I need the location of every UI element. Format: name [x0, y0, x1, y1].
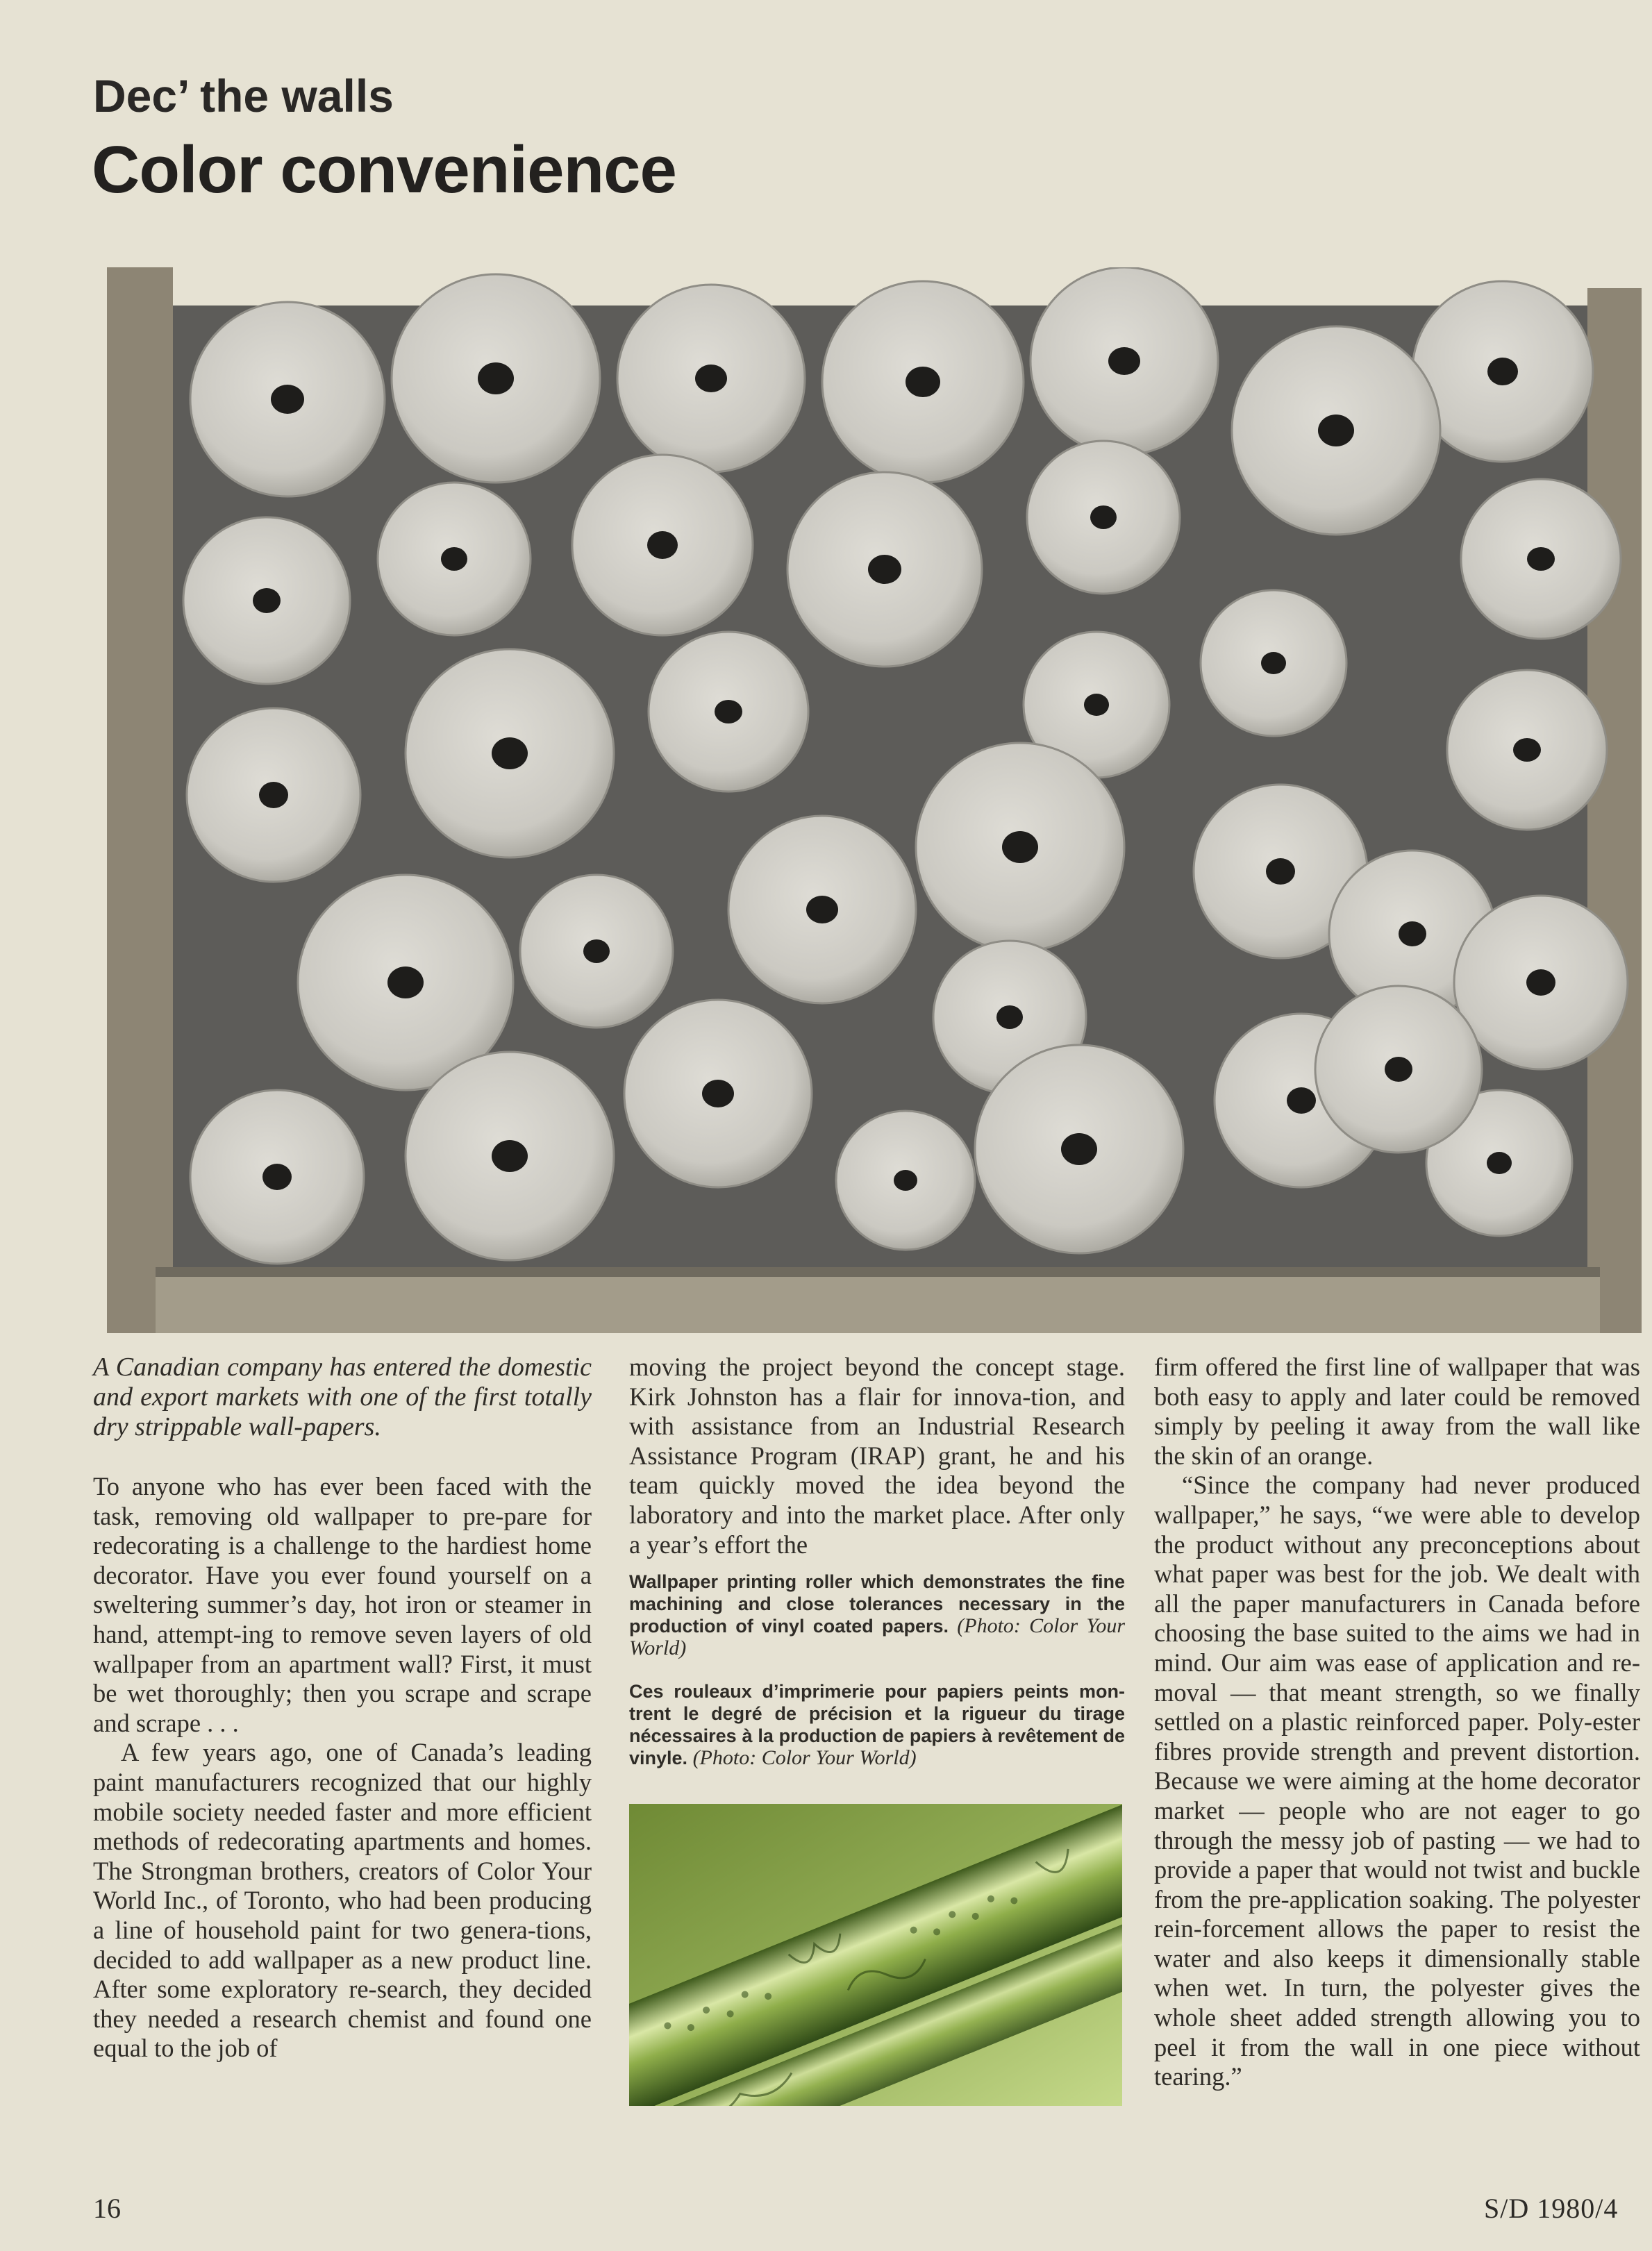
caption-text: Wallpaper printing roller which demonstrates the fine machining and close tolerances necessary in the production of vinyl coated papers. [629, 1571, 1125, 1637]
section-kicker: Dec’ the walls [93, 70, 394, 122]
roll-core-hole [1527, 547, 1555, 571]
body-paragraph: firm offered the first line of wallpaper that was both easy to apply and later could be removed simply by peeling it away from the wall like the skin of an orange. [1154, 1353, 1640, 1470]
issue-label: S/D 1980/4 [1484, 2193, 1619, 2224]
roll-core-hole [1526, 969, 1555, 996]
roll-core-hole [715, 700, 742, 723]
article-column-3 [1154, 1353, 1640, 2092]
roll-core-hole [868, 555, 901, 584]
photo-credit: (Photo: Color Your World) [692, 1746, 917, 1770]
roll-core-hole [1287, 1087, 1316, 1114]
roll-core-hole [806, 896, 838, 923]
article-column-2 [629, 1353, 1125, 1769]
roll-core-hole [262, 1164, 292, 1190]
roll-core-hole [647, 531, 678, 559]
roll-core-hole [1261, 652, 1286, 674]
roll-core-hole [1487, 1152, 1512, 1174]
roll-core-hole [387, 966, 424, 998]
roll-core-hole [1385, 1057, 1412, 1082]
roll-core-hole [1266, 858, 1295, 885]
lede-paragraph: A Canadian company has entered the domestic and export markets with one of the first totally dry strippable wall-papers. [93, 1353, 592, 1441]
roll-core-hole [583, 939, 610, 963]
page-number: 16 [93, 2193, 121, 2224]
roll-core-hole [441, 547, 467, 571]
body-paragraph: A few years ago, one of Canada’s leading paint manufacturers recognized that our highly mobile society needed faster and more efficient methods of redecorating apartments and homes. The Strongman brothers, creators of Color Your World Inc., of Toronto, who had been producing a line of household paint for two genera-tions, decided to add wallpaper as a new product line. After some exploratory re-search, they decided they needed a research chemist and found one equal to the job of [93, 1738, 592, 2063]
roll-core-hole [1318, 415, 1354, 446]
roll-core-hole [259, 782, 288, 808]
body-paragraph: To anyone who has ever been faced with the task, removing old wallpaper to pre-pare for redecorating is a challenge to the hardiest home decorator. Have you ever found yourself on a sweltering summer’s day, hot iron or steamer in hand, attempt-ing to remove seven layers of old wallpaper from an apartment wall? First, it must be wet thoroughly; then you scrape and scrape and scrape . . . [93, 1472, 592, 1737]
photo-caption-french [629, 1680, 1125, 1769]
roll-core-hole [906, 367, 940, 397]
wallpaper-rolls-photo [107, 267, 1642, 1333]
photo-caption-english [629, 1571, 1125, 1659]
body-paragraph: moving the project beyond the concept stage. Kirk Johnston has a flair for innova-tion, and with assistance from an Industrial Research Assistance Program (IRAP) grant, he and his team quickly moved the idea beyond the laboratory and into the market place. After only a year’s effort the [629, 1353, 1125, 1559]
roll-core-hole [1061, 1133, 1097, 1165]
article-title: Color convenience [92, 133, 676, 207]
body-paragraph: “Since the company had never produced wallpaper,” he says, “we were able to develop the product without any preconceptions about what paper was best for the job. We dealt with all the paper manufacturers in Canada before choosing the base suited to the aims we had in mind. Our aim was ease of application and re-moval — that meant strength, so we finally settled on a plastic reinforced paper. Poly-ester fibres provide strength and prevent distortion. Because we were aiming at the home decorator market — people who are not eager to go through the messy job of pasting — we had to provide a paper that would not twist and buckle from the pre-application soaking. The polyester rein-forcement allows the paper to resist the water and also keeps it dimensionally stable when wet. In turn, the polyester gives the whole sheet added strength allowing you to peel it from the wall in one piece without tearing.” [1154, 1471, 1640, 2091]
roll-core-hole [1090, 505, 1117, 529]
roll-core-hole [271, 385, 304, 414]
roll-core-hole [702, 1080, 734, 1107]
roll-core-hole [1108, 347, 1140, 375]
roll-core-hole [894, 1170, 917, 1191]
article-column-1 [93, 1353, 592, 2064]
roll-core-hole [478, 362, 514, 394]
roll-core-hole [996, 1005, 1023, 1029]
photo-credit: (Photo: Color Your World) [629, 1614, 1126, 1660]
roll-core-hole [1002, 831, 1038, 863]
roll-core-hole [695, 365, 727, 392]
roll-core-hole [1084, 694, 1109, 716]
printing-roller-photo [629, 1804, 1122, 2106]
roll-core-hole [492, 737, 528, 769]
roll-core-hole [1399, 921, 1426, 946]
roll-core-hole [1487, 358, 1518, 385]
caption-text: Ces rouleaux d’imprimerie pour papiers peints mon-trent le degré de précision et la rigueur du tirage nécessaires à la production de papiers à revêtement de vinyle. [629, 1681, 1125, 1769]
roll-core-hole [492, 1140, 528, 1172]
roll-core-hole [1513, 738, 1541, 762]
roll-core-hole [253, 588, 281, 613]
